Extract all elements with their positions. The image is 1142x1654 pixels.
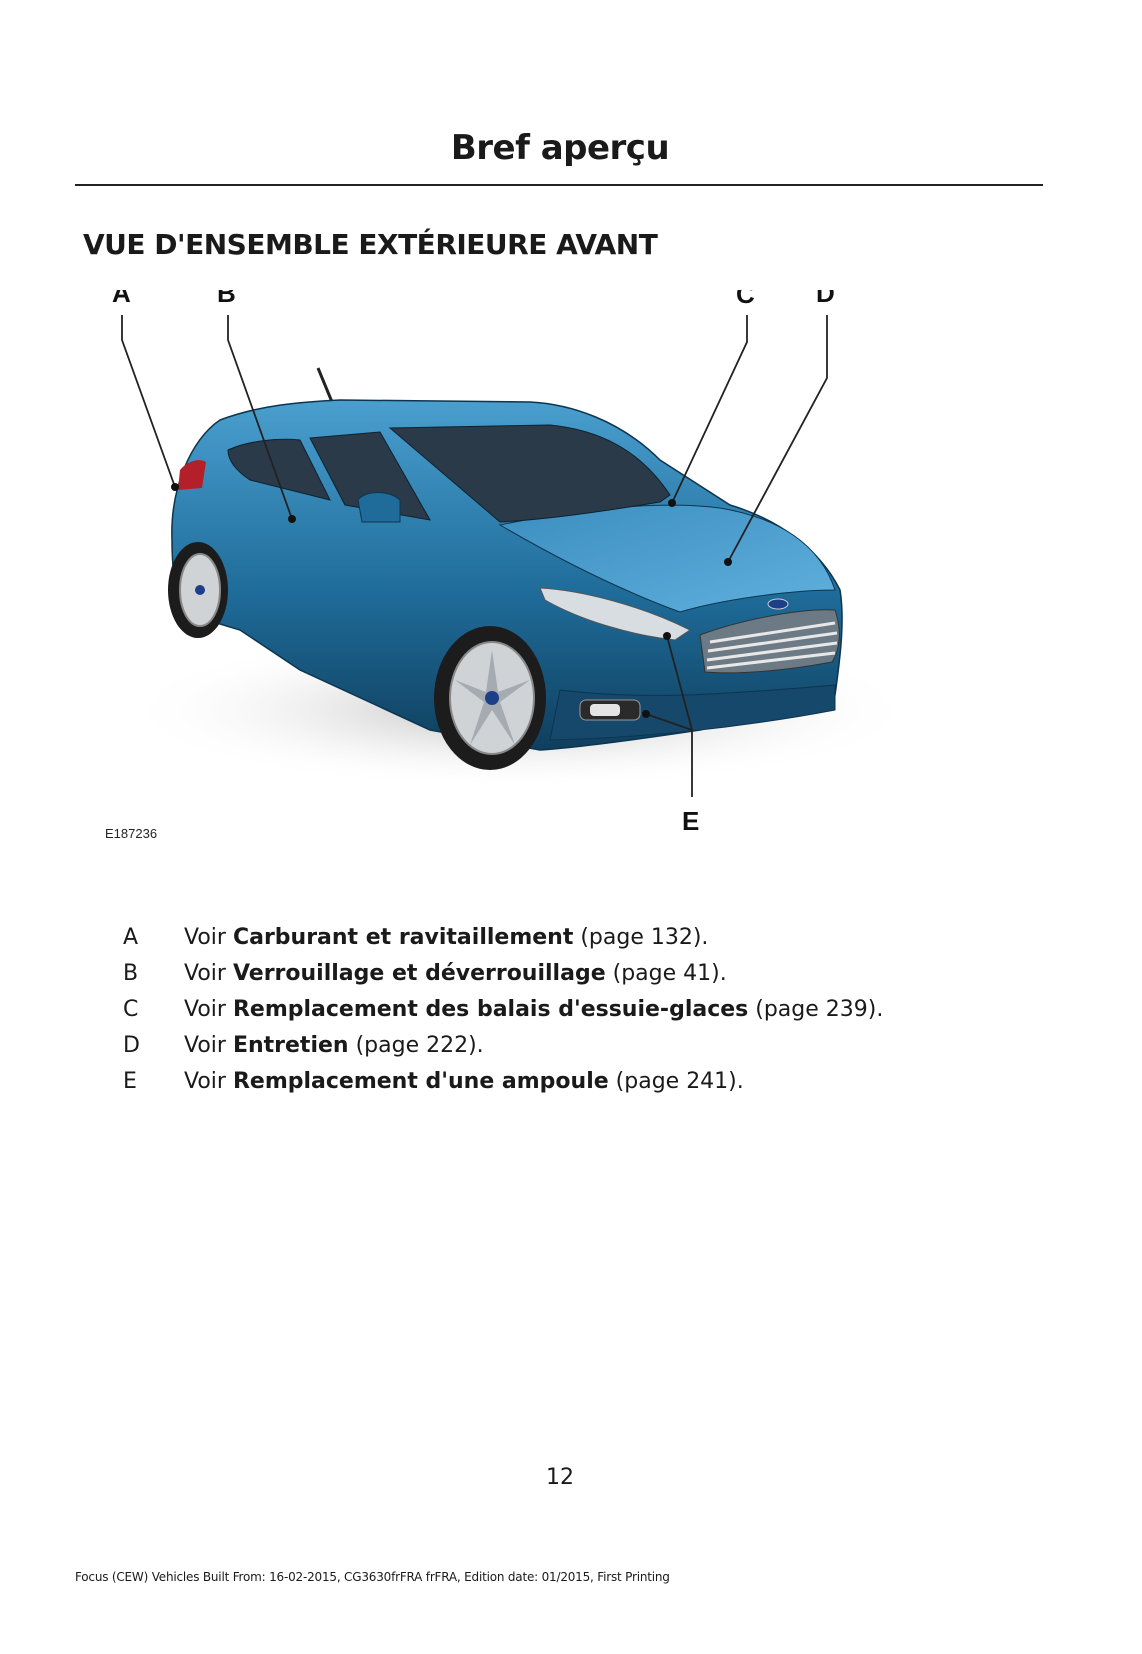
front-wheel bbox=[434, 626, 546, 770]
brand-badge bbox=[768, 599, 788, 609]
side-mirror bbox=[358, 493, 400, 523]
title-divider bbox=[75, 184, 1043, 186]
antenna bbox=[318, 368, 332, 402]
legend-text: Voir Remplacement des balais d'essuie-glaces (page 239). bbox=[184, 997, 884, 1022]
callout-letter-b: B bbox=[217, 290, 236, 308]
legend-text: Voir Verrouillage et déverrouillage (page 41). bbox=[184, 961, 727, 986]
footer-text: Focus (CEW) Vehicles Built From: 16-02-2015, CG3630frFRA frFRA, Edition date: 01/2015, First Printing bbox=[75, 1570, 670, 1584]
figure-id: E187236 bbox=[105, 826, 158, 841]
tail-light bbox=[178, 460, 206, 490]
callout-letter-c: C bbox=[736, 290, 755, 309]
legend-text: Voir Remplacement d'une ampoule (page 241). bbox=[184, 1069, 744, 1094]
callout-line-a bbox=[122, 315, 175, 487]
page-title: Bref aperçu bbox=[450, 128, 670, 168]
legend-letter: D bbox=[123, 1033, 140, 1058]
legend-topic[interactable]: Verrouillage et déverrouillage bbox=[232, 961, 606, 986]
legend-topic[interactable]: Entretien bbox=[232, 1033, 349, 1058]
callout-letter-a: A bbox=[112, 290, 131, 308]
legend-letter: B bbox=[123, 961, 139, 986]
legend-topic[interactable]: Remplacement d'une ampoule bbox=[232, 1069, 609, 1094]
legend-letter: C bbox=[123, 997, 139, 1022]
callout-letter-e: E bbox=[682, 806, 700, 836]
legend-text: Voir Entretien (page 222). bbox=[184, 1033, 484, 1058]
callout-letter-d: D bbox=[816, 290, 835, 308]
legend-topic[interactable]: Remplacement des balais d'essuie-glaces bbox=[232, 997, 749, 1022]
legend-text: Voir Carburant et ravitaillement (page 132). bbox=[184, 925, 709, 950]
section-heading: VUE D'ENSEMBLE EXTÉRIEURE AVANT bbox=[83, 228, 658, 261]
legend-letter: E bbox=[123, 1069, 137, 1094]
legend-topic[interactable]: Carburant et ravitaillement bbox=[232, 925, 574, 950]
rear-wheel bbox=[168, 542, 228, 638]
car-exterior-figure bbox=[100, 290, 1000, 890]
page-number: 12 bbox=[546, 1465, 574, 1490]
legend-letter: A bbox=[123, 925, 139, 950]
